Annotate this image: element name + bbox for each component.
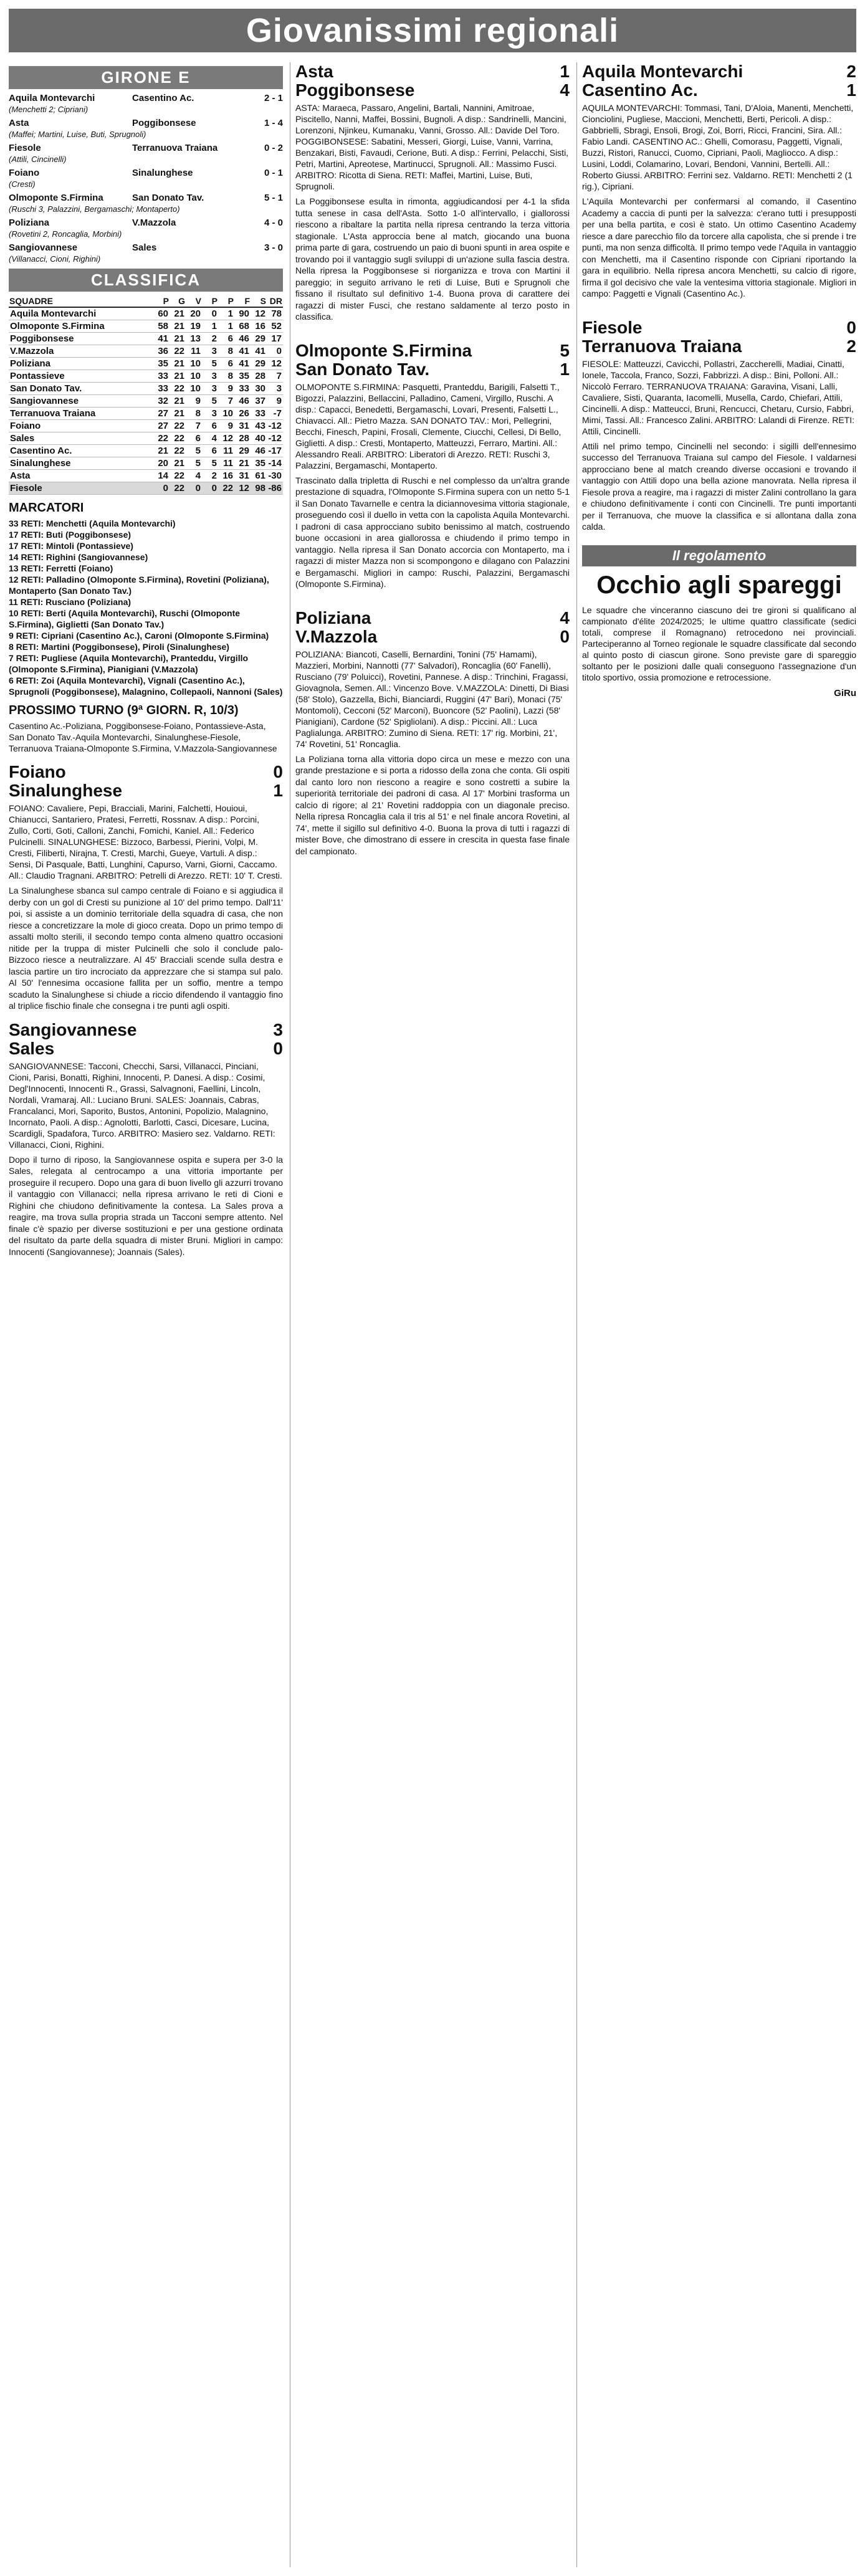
standings-cell: 0 <box>202 307 218 320</box>
standings-cell: 10 <box>186 370 202 383</box>
result-score: 4 - 0 <box>264 217 283 228</box>
standings-cell: 3 <box>202 345 218 358</box>
standings-cell: 31 <box>234 420 251 432</box>
standings-cell: Terranuova Traiana <box>9 408 153 420</box>
standings-cell: 1 <box>218 307 234 320</box>
standings-cell: 22 <box>153 432 170 445</box>
result-item <box>9 217 283 240</box>
standings-cell: 78 <box>267 307 283 320</box>
standings-row <box>9 408 283 420</box>
standings-cell: 19 <box>186 320 202 333</box>
standings-cell: 40 <box>251 432 267 445</box>
standings-cell: 41 <box>153 333 170 345</box>
standings-cell: 22 <box>170 445 186 457</box>
scorer-line: 12 RETI: Palladino (Olmoponte S.Firmina), Rovetini (Poliziana), Montaperto (San Donato Tav.) <box>9 575 269 596</box>
standings-cell: Sales <box>9 432 153 445</box>
standings-cell: 35 <box>234 370 251 383</box>
standings-cell: 16 <box>251 320 267 333</box>
match-report: L'Aquila Montevarchi per confermarsi al comando, il Casentino Academy a caccia di punti per la salvezza: c'erano tutti i presupposti per una bella partita, e così è stato. Un ottimo Casentino Academy riesce a dare parecchio filo da torcere alla capolista, che si prende i tre punti, ma non senza difficoltà. Il primo tempo vede l'Aquila in vantaggio con Menchetti, ma il Casentino risponde con Cipriani riportando la gara in equilibrio. Nella ripresa ancora Menchetti, su calcio di rigore, firma il gol decisivo che vale la ventesima vittoria stagionale. Migliori in campo: Paggetti e Vignali (Casentino Ac.). <box>582 196 856 298</box>
home-score: 5 <box>560 340 570 360</box>
column-2 <box>295 62 570 857</box>
standings-cell: 41 <box>234 358 251 370</box>
standings-cell: 22 <box>170 432 186 445</box>
standings-header: S <box>251 295 267 307</box>
standings-cell: 8 <box>218 370 234 383</box>
away-score: 1 <box>560 359 570 379</box>
match-asta <box>295 62 570 323</box>
home-score: 0 <box>846 317 856 337</box>
scorer-line: 6 RETI: Zoi (Aquila Montevarchi), Vignali (Casentino Ac.), Sprugnoli (Poggibonsese), Malagnino, Collepaoli, Nannoni (Sales) <box>9 675 283 697</box>
scorer-line: 7 RETI: Pugliese (Aquila Montevarchi), Pranteddu, Virgillo (Olmoponte S.Firmina), Pianigiani (V.Mazzola) <box>9 653 249 674</box>
scorer-line: 33 RETI: Menchetti (Aquila Montevarchi) <box>9 518 176 528</box>
result-score: 2 - 1 <box>264 93 283 103</box>
standings-cell: 41 <box>234 345 251 358</box>
result-item <box>9 143 283 165</box>
lineup: FOIANO: Cavaliere, Pepi, Bracciali, Marini, Falchetti, Houioui, Chianucci, Santariero, Pratesi, Ferretti, Rossnav. A disp.: Porcini, Zullo, Corti, Goti, Calloni, Zanchi, Fomichi, Kaniel. All.: Federico Pulcinelli. SINALUNGHESE: Bizzoco, Barbessi, Pierini, Volpi, M. Cresti, Filiberti, Nirajna, T. Cresti, Marchi, Gueye, Vartuli. A disp.: Sensi, Di Pasquale, Batti, Lunghini, Capurso, Varni, Giorni, Caccamo. All.: Claudio Tragnani. ARBITRO: Petrelli di Arezzo. RETI: 10' T. Cresti. <box>9 803 282 880</box>
standings-cell: 5 <box>202 395 218 408</box>
result-scorers: (Attili, Cincinelli) <box>9 155 67 164</box>
match-foiano <box>9 763 283 1012</box>
standings-cell: 9 <box>218 383 234 395</box>
standings-cell: 21 <box>170 395 186 408</box>
home-team: Foiano <box>9 762 66 781</box>
standings-cell: 41 <box>251 345 267 358</box>
standings-row <box>9 307 283 320</box>
result-score: 1 - 4 <box>264 118 283 128</box>
prossimo-title: PROSSIMO TURNO (9ª GIORN. R, 10/3) <box>9 704 239 717</box>
result-scorers: (Ruschi 3, Palazzini, Bergamaschi; Montaperto) <box>9 204 180 214</box>
standings-cell: 46 <box>234 333 251 345</box>
standings-cell: 33 <box>153 370 170 383</box>
scorer-line: 17 RETI: Mintoli (Pontassieve) <box>9 541 133 551</box>
result-item <box>9 118 283 140</box>
standings-cell: 16 <box>218 470 234 482</box>
match-report: La Poliziana torna alla vittoria dopo circa un mese e mezzo con una grande prestazione e si porta a ridosso della zona che conta. Gli ospiti dal canto loro non riescono a reagire e sono costretti a subire la superiorità territoriale dei padroni di casa. Al 17' Morbini trasforma un calcio di rigore; al 21' Rovetini raddoppia con un diagonale preciso. Nella ripresa Roncaglia cala il tris al 51' e nel finale ancora Rovetini, al 74', mette il sigillo sul definitivo 4-0. Buona la prova di tutti i ragazzi di mister Bove, che dimostrano di essere in crescita in questa fase finale del campionato. <box>295 753 570 856</box>
standings-cell: Pontassieve <box>9 370 153 383</box>
standings-cell: 46 <box>251 445 267 457</box>
standings-cell: 6 <box>218 358 234 370</box>
result-item <box>9 168 283 190</box>
standings-header: F <box>234 295 251 307</box>
standings-row <box>9 370 283 383</box>
result-item <box>9 242 283 265</box>
standings-header: G <box>170 295 186 307</box>
home-score: 3 <box>273 1019 283 1039</box>
result-item <box>9 193 283 215</box>
standings-row <box>9 383 283 395</box>
home-score: 0 <box>273 762 283 781</box>
standings-cell: Foiano <box>9 420 153 432</box>
match-report: La Sinalunghese sbanca sul campo centrale di Foiano e si aggiudica il derby con un gol di Cresti su punizione al 10' del primo tempo. Dall'11' poi, si assiste a un dominio territoriale della squadra di casa, che non riesce a concretizzare la mole di gioco creata. Dopo un primo tempo di assalti molto sterili, il secondo tempo conta almeno quattro occasioni nitide per la truppa di mister Pulcinelli che solo il conclude palo-Bizzoco riesce a neutralizzare. Al 45' Bracciali scende sulla destra e lascia partire un tiro incrociato da apprezzare che si stampa sul palo. Al 50' l'ennesima occasione fallita per un soffio, mentre a tempo scaduto la Sinalunghese si chiude a riccio difendendo il vantaggio fino al triplice fischio finale che consegna i tre punti agli ospiti. <box>9 885 283 1011</box>
standings-cell: 20 <box>153 457 170 470</box>
standings-cell: 22 <box>218 482 234 495</box>
standings-cell: 21 <box>170 408 186 420</box>
standings-cell: 0 <box>153 482 170 495</box>
standings-cell: 21 <box>153 445 170 457</box>
standings-cell: 60 <box>153 307 170 320</box>
standings-cell: 90 <box>234 307 251 320</box>
standings-cell: 22 <box>170 345 186 358</box>
standings-row <box>9 395 283 408</box>
standings-cell: San Donato Tav. <box>9 383 153 395</box>
away-score: 1 <box>273 781 283 800</box>
standings-cell: -12 <box>267 420 283 432</box>
result-away: Sinalunghese <box>132 168 193 178</box>
standings-cell: 29 <box>251 333 267 345</box>
standings-header: P <box>218 295 234 307</box>
away-team: San Donato Tav. <box>295 359 430 379</box>
standings-cell: 22 <box>170 420 186 432</box>
result-home: Poliziana <box>9 217 50 228</box>
standings-cell: 4 <box>186 470 202 482</box>
standings-cell: 58 <box>153 320 170 333</box>
away-team: Terranuova Traiana <box>582 336 742 356</box>
result-home: Asta <box>9 118 29 128</box>
result-scorers: (Maffei; Martini, Luise, Buti, Sprugnoli) <box>9 130 146 139</box>
regolamento-title: Occhio agli spareggi <box>596 571 842 599</box>
match-header <box>9 763 283 781</box>
standings-cell: 21 <box>170 307 186 320</box>
result-away: San Donato Tav. <box>132 193 204 203</box>
standings-cell: 12 <box>267 358 283 370</box>
standings-header: DR <box>267 295 283 307</box>
scorer-line: 10 RETI: Berti (Aquila Montevarchi), Ruschi (Olmoponte S.Firmina), Giglietti (San Donato Tav.) <box>9 608 241 629</box>
prossimo-text: Casentino Ac.-Poliziana, Poggibonsese-Foiano, Pontassieve-Asta, San Donato Tav.-Aquila Montevarchi, Sinalunghese-Fiesole, Terranuova Traiana-Olmoponte S.Firmina, V.Mazzola-Sangiovannese <box>9 721 277 753</box>
standings-cell: 7 <box>218 395 234 408</box>
standings-cell: 11 <box>218 457 234 470</box>
scorers-list <box>9 518 283 697</box>
standings-cell: 27 <box>153 408 170 420</box>
standings-cell: 22 <box>170 470 186 482</box>
standings-cell: 21 <box>170 457 186 470</box>
regolamento-header: Il regolamento <box>582 545 856 566</box>
standings-cell: 17 <box>267 333 283 345</box>
home-score: 4 <box>560 608 570 627</box>
result-scorers: (Villanacci, Cioni, Righini) <box>9 254 101 264</box>
standings-cell: Casentino Ac. <box>9 445 153 457</box>
standings-cell: 9 <box>218 420 234 432</box>
standings-cell: 32 <box>153 395 170 408</box>
standings-cell: 5 <box>186 457 202 470</box>
standings-cell: -7 <box>267 408 283 420</box>
standings-cell: 35 <box>153 358 170 370</box>
scorer-line: 11 RETI: Rusciano (Poliziana) <box>9 597 131 607</box>
result-away: Terranuova Traiana <box>132 143 218 153</box>
standings-cell: 35 <box>251 457 267 470</box>
home-team: Poliziana <box>295 608 371 627</box>
standings-cell: 5 <box>202 358 218 370</box>
standings-cell: 28 <box>251 370 267 383</box>
standings-cell: 1 <box>202 320 218 333</box>
standings-cell: Olmoponte S.Firmina <box>9 320 153 333</box>
standings-cell: 27 <box>153 420 170 432</box>
home-team: Aquila Montevarchi <box>582 62 743 81</box>
standings-row <box>9 420 283 432</box>
result-away: Poggibonsese <box>132 118 196 128</box>
standings-cell: -86 <box>267 482 283 495</box>
standings-cell: 4 <box>202 432 218 445</box>
regolamento-body: Le squadre che vinceranno ciascuno dei tre gironi si qualificano al campionato d'élite 2024/2025; le ultime quattro classificate (sedici totali, comprese il Romagnano) retrocedono nei provinciali. Parteciperanno al Torneo regionale le squadre classificate dal secondo al quinto posto di ciascun girone. Sono previste gare di spareggio soltanto per le posizioni dalle quali conseguono l'assegnazione d'un titolo sportivo, ossia promozione e retrocessione. <box>582 604 856 682</box>
standings-cell: 98 <box>251 482 267 495</box>
standings-cell: -30 <box>267 470 283 482</box>
results-list <box>9 93 283 265</box>
regolamento-box <box>582 545 856 683</box>
away-score: 1 <box>846 80 856 100</box>
standings-cell: 68 <box>234 320 251 333</box>
scorer-line: 8 RETI: Martini (Poggibonsese), Piroli (Sinalunghese) <box>9 642 229 652</box>
home-team: Fiesole <box>582 317 643 337</box>
standings-cell: 10 <box>186 383 202 395</box>
standings-cell: 1 <box>218 320 234 333</box>
standings-cell: 52 <box>267 320 283 333</box>
standings-cell: 6 <box>218 333 234 345</box>
standings-row <box>9 432 283 445</box>
standings-cell: 13 <box>186 333 202 345</box>
standings-cell: 28 <box>234 432 251 445</box>
standings-row <box>9 320 283 333</box>
standings-cell: 5 <box>202 457 218 470</box>
scorer-line: 17 RETI: Buti (Poggibonsese) <box>9 530 131 540</box>
standings-cell: 21 <box>170 370 186 383</box>
standings-cell: V.Mazzola <box>9 345 153 358</box>
away-score: 0 <box>273 1038 283 1058</box>
standings-cell: 26 <box>234 408 251 420</box>
lineup: OLMOPONTE S.FIRMINA: Pasquetti, Pranteddu, Barigili, Falsetti T., Bigozzi, Palazzini, Bellaccini, Palladino, Cameni, Virgillo, Ruschi. A disp.: Capacci, Benedetti, Bergamaschi, Lovari, Presenti, Falsetti L., Chiavacci. All.: Pietro Mazza. SAN DONATO TAV.: Mori, Pellegrini, Becchi, Finesch, Papini, Frosali, Clemente, Ciucchi, Cellesi, Di Bello, Giglietti. A disp.: Cresti, Montaperto, Matteuzzi, Ferraro, Martini. All.: Alessandro Reali. ARBITRO: Liberatori di Arezzo. RETI: Ruschi 3, Palazzini, Bergamaschi, Montaperto. <box>295 381 562 470</box>
standings-cell: 10 <box>218 408 234 420</box>
standings-cell: 43 <box>251 420 267 432</box>
standings-cell: 61 <box>251 470 267 482</box>
match-report: Dopo il turno di riposo, la Sangiovannese ospita e supera per 3-0 la Sales, relegata al centrocampo a una vittoria importante per proseguire il recupero. Dopo una gara di buon livello gli azzurri trovano il vantaggio con Villanacci; nella ripresa arrivano le reti di Cioni e Righini che chiudono definitivamente la contesa. La Sales prova a reagire, ma trova sulla propria strada un Tacconi sempre attento. Nel finale c'è spazio per diverse sostituzioni e per una gestione ordinata del risultato da parte della squadra di mister Bruni. Migliori in campo: Innocenti (Sangiovannese); Joannais (Sales). <box>9 1154 283 1257</box>
result-home: Fiesole <box>9 143 41 153</box>
column-3 <box>582 62 856 699</box>
home-score: 2 <box>846 62 856 81</box>
standings-cell: 21 <box>170 333 186 345</box>
standings-cell: 12 <box>218 432 234 445</box>
result-away: Sales <box>132 242 157 253</box>
author-signature: GiRu <box>834 687 856 699</box>
match-report: Trascinato dalla tripletta di Ruschi e nel complesso da un'altra grande prestazione di squadra, l'Olmoponte S.Firmina supera con un netto 5-1 il San Donato Tavarnelle e centra la diciannovesima vittoria stagionale, proseguendo così il duello in vetta con la capolista Aquila Montevarchi. I padroni di casa approcciano subito benissimo al match, costruendo buone occasioni in area giallorossa e chiudendo il primo tempo in vantaggio. Nella ripresa il San Donato accorcia con Montaperto, ma i ragazzi di mister Mazza non si scompongono e dilagano con Palazzini e Bergamaschi. Migliori in campo: Ruschi, Palazzini, Bergamaschi (Olmoponte S.Firmina). <box>295 475 570 589</box>
home-score: 1 <box>560 62 570 81</box>
standings-cell: 3 <box>202 408 218 420</box>
standings-cell: 3 <box>202 370 218 383</box>
lineup: SANGIOVANNESE: Tacconi, Checchi, Sarsi, Villanacci, Pinciani, Cioni, Parisi, Bonatti, Righini, Innocenti, P. Danesi. A disp.: Cosimi, Degl'Innocenti, Innocenti R., Grassi, Salvagnoni, Faellini, Lincoln, Nordali, Vramaraj. All.: Luciano Bruni. SALES: Joannais, Cabras, Francalanci, Mori, Saporito, Bustos, Antonini, Popolizio, Malagnino, Incornato, Paoli. A disp.: Agnolotti, Barlotti, Casci, Dicesare, Lucina, Scardigli, Spadafora, Turco. ARBITRO: Masiero sez. Valdarno. RETI: Villanacci, Cioni, Righini. <box>9 1061 275 1150</box>
standings-cell: 6 <box>186 432 202 445</box>
standings-header: V <box>186 295 202 307</box>
standings-cell: 20 <box>186 307 202 320</box>
standings-cell: 10 <box>186 358 202 370</box>
standings-cell: Fiesole <box>9 482 153 495</box>
standings-cell: 6 <box>202 445 218 457</box>
standings-cell: 22 <box>170 482 186 495</box>
result-home: Sangiovannese <box>9 242 78 253</box>
home-team: Sangiovannese <box>9 1019 137 1039</box>
away-team: Sales <box>9 1038 55 1058</box>
column-divider <box>576 62 577 2567</box>
result-away: V.Mazzola <box>132 217 176 228</box>
result-scorers: (Rovetini 2, Roncaglia, Morbini) <box>9 229 122 239</box>
match-olmoponte <box>295 341 570 590</box>
standings-cell: 11 <box>186 345 202 358</box>
standings-cell: 33 <box>234 383 251 395</box>
result-scorers: (Cresti) <box>9 179 36 189</box>
standings-table <box>9 295 283 495</box>
result-score: 5 - 1 <box>264 193 283 203</box>
standings-cell: 9 <box>267 395 283 408</box>
standings-cell: 37 <box>251 395 267 408</box>
result-away: Casentino Ac. <box>132 93 194 103</box>
match-header <box>9 781 283 800</box>
standings-cell: 33 <box>251 408 267 420</box>
standings-cell: Aquila Montevarchi <box>9 307 153 320</box>
standings-row <box>9 457 283 470</box>
standings-cell: Poggibonsese <box>9 333 153 345</box>
standings-cell: 36 <box>153 345 170 358</box>
match-sangiovannese <box>9 1021 283 1258</box>
result-home: Olmoponte S.Firmina <box>9 193 103 203</box>
standings-row <box>9 445 283 457</box>
standings-cell: 12 <box>234 482 251 495</box>
standings-cell: 2 <box>202 333 218 345</box>
scorer-line: 13 RETI: Ferretti (Foiano) <box>9 563 113 573</box>
scorer-line: 9 RETI: Cipriani (Casentino Ac.), Caroni (Olmoponte S.Firmina) <box>9 631 269 641</box>
page-banner: Giovanissimi regionali <box>9 9 856 52</box>
match-report: La Poggibonsese esulta in rimonta, aggiudicandosi per 4-1 la sfida tutta senese in casa dell'Asta. Sotto 1-0 all'intervallo, i giallorossi riescono a ribaltare la partita nella ripresa centrando la terza vittoria stagionale. L'Asta approccia bene al match, giocando una buona prima parte di gara, costruendo un paio di buoni spunti in area ospite e trovando poi il vantaggio sugli sviluppi di un'azione sulla fascia destra. Nella ripresa la Poggibonsese si riorganizza e trova con Martini il pareggio; in seguito arrivano le reti di Luise, Buti e Sprugnoli che fissano il risultato sul definitivo 1-4. Buona prova di carattere dei ragazzi di mister Fusci, che restano saldamente al terzo posto in classifica. <box>295 196 570 322</box>
lineup: ASTA: Maraeca, Passaro, Angelini, Bartali, Nannini, Amitroae, Piscitello, Nanni, Maffei, Bossini, Bugnoli. A disp.: Sandrinelli, Mancini, Lorenzoni, Njinkeu, Kumanaku, Vanni, Grosso. All.: Davide Del Toro. POGGIBONSESE: Sabatini, Messeri, Giorgi, Luise, Vanni, Varrina, Benzakari, Bisti, Favaudi, Cerione, Buti. A disp.: Ferrini, Pelacchi, Sisti, Petri, Martini, Apreotese, Martinucci, Sprugnoli. All.: Massimo Fusci. ARBITRO: Ricotta di Siena. RETI: Maffei, Martini, Luise, Buti, Sprugnoli. <box>295 103 569 191</box>
standings-cell: 12 <box>251 307 267 320</box>
standings-row <box>9 345 283 358</box>
scorer-line: 14 RETI: Righini (Sangiovannese) <box>9 552 148 562</box>
standings-cell: -17 <box>267 445 283 457</box>
standings-cell: 5 <box>186 445 202 457</box>
standings-header: P <box>153 295 170 307</box>
standings-cell: 9 <box>186 395 202 408</box>
standings-cell: 3 <box>267 383 283 395</box>
result-scorers: (Menchetti 2; Cipriani) <box>9 105 88 114</box>
home-team: Olmoponte S.Firmina <box>295 340 472 360</box>
standings-cell: 8 <box>218 345 234 358</box>
lineup: FIESOLE: Matteuzzi, Cavicchi, Pollastri, Zaccherelli, Madiai, Cinatti, Ionele, Taccola, Franco, Sozzi, Fabbrizzi. A disp.: Bini, Polloni. All.: Niccolò Ferraro. TERRANUOVA TRAIANA: Garavina, Visani, Lalli, Cavaliere, Sisti, Quaranta, Iacomelli, Musella, Cardo, Chiefari, Attili, Cincinelli. A disp.: Matteucci, Bruni, Rencucci, Chetaru, Cursio, Fabbri, Mimi, Tassi. All.: Francesco Zalini. ARBITRO: Lalandi di Firenze. RETI: Attili, Cincinelli. <box>582 358 854 436</box>
column-1 <box>9 62 283 1257</box>
marcatori-title: MARCATORI <box>9 501 84 515</box>
result-score: 0 - 1 <box>264 168 283 178</box>
match-report: Attili nel primo tempo, Cincinelli nel secondo: i sigilli dell'ennesimo successo del Terranuova Traiana sul campo del Fiesole. I valdarnesi approcciano bene al match creando diverse occasioni e trovando il vantaggio con Attili dopo una bella azione manovrata. Nella ripresa il Fiesole prova a reagire, ma i ragazzi di mister Zalini controllano la gara e chiudono definitivamente i conti con Cincinelli. Tre punti importanti per il Terranuova, che muove la classifica e si allontana dalla zona calda. <box>582 441 856 532</box>
away-score: 0 <box>560 626 570 646</box>
standings-cell: 11 <box>218 445 234 457</box>
away-score: 2 <box>846 336 856 356</box>
standings-cell: Asta <box>9 470 153 482</box>
result-home: Foiano <box>9 168 40 178</box>
standings-cell: 0 <box>186 482 202 495</box>
standings-cell: 0 <box>267 345 283 358</box>
result-home: Aquila Montevarchi <box>9 93 95 103</box>
standings-cell: -14 <box>267 457 283 470</box>
standings-cell: 0 <box>202 482 218 495</box>
standings-cell: 14 <box>153 470 170 482</box>
standings-cell: 8 <box>186 408 202 420</box>
girone-title: GIRONE E <box>9 66 283 89</box>
standings-cell: 6 <box>202 420 218 432</box>
lineup: AQUILA MONTEVARCHI: Tommasi, Tani, D'Aloia, Manenti, Menchetti, Cionciolini, Pugliese, Maccioni, Menchetti, Berti, Pericoli. A disp.: Gabbrielli, Sbragi, Ensoli, Brogi, Zoi, Borri, Ricci, Francini, Sira. All.: Fabio Landi. CASENTINO AC.: Ghelli, Comorasu, Paggetti, Vignali, Buzzi, Ristori, Ranucci, Cuomo, Cipriani, Paoli, Magliocco. A disp.: Lusini, Loddi, Colamarino, Lovari, Bendoni, Vannini, Bertelli. All.: Roberto Giussi. ARBITRO: Ferrini sez. Valdarno. RETI: Menchetti 2 (1 rig.), Cipriani. <box>582 103 854 191</box>
away-team: Poggibonsese <box>295 80 415 100</box>
standings-cell: 29 <box>251 358 267 370</box>
standings-cell: 7 <box>267 370 283 383</box>
standings-cell: 29 <box>234 445 251 457</box>
standings-row <box>9 482 283 495</box>
standings-cell: 7 <box>186 420 202 432</box>
standings-cell: 46 <box>234 395 251 408</box>
standings-cell: 33 <box>153 383 170 395</box>
standings-cell: 2 <box>202 470 218 482</box>
result-score: 3 - 0 <box>264 242 283 253</box>
home-team: Asta <box>295 62 333 81</box>
match-poliziana <box>295 609 570 857</box>
standings-cell: Poliziana <box>9 358 153 370</box>
result-score: 0 - 2 <box>264 143 283 153</box>
standings-cell: 21 <box>170 358 186 370</box>
standings-row <box>9 333 283 345</box>
standings-row <box>9 470 283 482</box>
standings-row <box>9 358 283 370</box>
lineup: POLIZIANA: Biancoti, Caselli, Bernardini, Tonini (75' Hamami), Mazzieri, Morbini, Nannotti (77' Salvadori), Roncaglia (60' Fanelli), Rusciano (79' Poluicci), Rovetini, Pannese. A disp.: Trinchini, Fragassi, Giovagnola, Semen. All.: Vincenzo Bove. V.MAZZOLA: Dinetti, Di Biasi (58' Stolo), Gazzella, Bichi, Bianciardi, Ruggini (47' Bari), Monaci (75' Montomoli), Cecconi (52' Marconi), Buoncore (52' Paolini), Lazzi (58' Pianigiani), Cardone (52' Spigliolani). A disp.: Piccini. All.: Luca Paglialunga. ARBITRO: Zumino di Siena. RETI: 17' rig. Morbini, 21', 74' Rovetini, 51' Roncaglia. <box>295 649 569 749</box>
standings-cell: Sangiovannese <box>9 395 153 408</box>
standings-cell: 21 <box>234 457 251 470</box>
away-team: Sinalunghese <box>9 781 123 800</box>
standings-cell: 31 <box>234 470 251 482</box>
result-item <box>9 93 283 115</box>
classifica-title: CLASSIFICA <box>9 269 283 292</box>
away-score: 4 <box>560 80 570 100</box>
standings-cell: 3 <box>202 383 218 395</box>
away-team: Casentino Ac. <box>582 80 698 100</box>
match-fiesole <box>582 318 856 533</box>
standings-cell: -12 <box>267 432 283 445</box>
standings-header: P <box>202 295 218 307</box>
match-aquila <box>582 62 856 300</box>
away-team: V.Mazzola <box>295 626 378 646</box>
standings-header: SQUADRE <box>9 295 153 307</box>
standings-cell: 21 <box>170 320 186 333</box>
standings-cell: 30 <box>251 383 267 395</box>
standings-cell: Sinalunghese <box>9 457 153 470</box>
standings-cell: 22 <box>170 383 186 395</box>
